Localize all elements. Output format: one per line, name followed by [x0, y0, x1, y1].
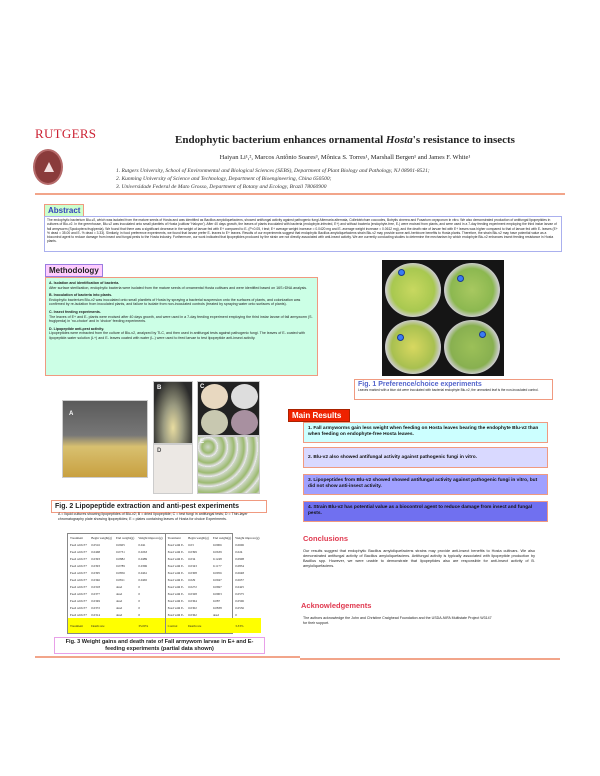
table-cell: 0.0906 [212, 542, 222, 547]
table-cell: 0.0465 [138, 577, 148, 582]
affiliation: 3. Universidade Federal de Mato Grosso, Department of Botany and Ecology, Brazil 78060900 [116, 184, 327, 190]
table-cell: Feed with E- [167, 542, 185, 547]
table-cell: Feed with E- [167, 570, 185, 575]
table-cell: 0.0263 [138, 549, 148, 554]
inoculated-marker-icon [397, 334, 404, 341]
table-cell: 0.0302 [188, 605, 197, 610]
table-cell: 0.0789 [116, 563, 125, 568]
method-text: The leaves of E+ and E- plants were excised after 40 days growth, and were used in a 7-day feeding experiment employing the third instar larvae of fall armyworm (S. frugiperda) in 'no-choice' and in 'choice' feeding experiments. [49, 314, 313, 324]
photo-dried-lipopeptide: B [153, 381, 193, 444]
table-cell: 0.0468 [91, 549, 100, 554]
table-cell: dead [116, 591, 123, 596]
column-header: End weight(g) [212, 535, 232, 540]
table-cell: 0.0856 [116, 570, 125, 575]
table-cell: Feed with E+ [70, 584, 88, 589]
table-cell: 0.087 [212, 598, 221, 603]
table-cell: Feed with E- [167, 598, 185, 603]
table-cell: 0.0657 [235, 577, 244, 582]
main-results-heading: Main Results [288, 409, 350, 422]
table-cell: 0.0605 [116, 542, 125, 547]
table-row [68, 548, 165, 555]
table-cell: 0.0372 [91, 605, 100, 610]
table-cell: dead [116, 612, 123, 617]
table-cell: 0.0575 [235, 591, 244, 596]
affiliation: 1. Rutgers University, School of Environmental and Biological Sciences (SEBS), Department of Plant Biology and Pathology, NJ 08901-8521; [116, 168, 430, 174]
table-cell: 0.1248 [212, 556, 222, 561]
table-cell: 3.33% [233, 618, 261, 633]
inoculated-marker-icon [398, 269, 405, 276]
fig2-caption: Fig. 2 Lipopeptide extraction and anti-pest experiments [51, 500, 267, 513]
table-cell: 0.0834 [235, 563, 244, 568]
table-cell: 0.0639 [212, 549, 222, 554]
fig1-description: Leaves marked with a blue dot were inoculated with bacterial endophyte Blu-v2, the unmarked leaf is the non-inoculated control. [358, 388, 539, 392]
table-cell: Death rate [89, 618, 114, 633]
table-row [166, 541, 262, 548]
table-cell: Control [166, 618, 186, 633]
poster-title: Endophytic bacterium enhances ornamental Hosta's resistance to insects [175, 134, 515, 146]
table-cell: Feed with E- [167, 577, 185, 582]
column-header: Begin weight(g) [91, 535, 113, 540]
table-cell: 0.0903 [212, 591, 222, 596]
acknowledgements-text: The authors acknowledge the John and Christine Craighead Foundation and the USDA-NIFA Multistate Project W3147 for their support. [303, 616, 492, 625]
abstract-text: The endophytic bacterium Blu-v2, which was isolated from the mature seeds of Hosta and was identified as Bacillus amyloliquefaciens, showed antifungal activity against pathogenic fungi Alternaria alternata, Colletotrichum coccodes, Botrytis cinerea and Fusarium oxysporum in vitro. We also demonstrated production of antifungal lipopeptides in cultures of Blu-v2. In the greenhouse, Blu-v2 was inoculated onto small plantlets of Hosta (cultivar 'Halcyon'). After 40 days growth, the leaves of plants inoculated with bacteria (endophyte-infected, E+) and without bacteria (endophyte-free, E-) were excised from plants, and were used in a 7-day feeding experiment employing the third instar larvae of fall armyworm (Spodoptera frugiperda). We found that there was a significant decrease in the weight of larvae fed with E+ compared to E- (P<0.05, t test; E+ average weight increase = 0.0420 mg and E- average weight increase = 0.0612 mg), and the death rate of larvae fed with E+ leaves was higher compared to that of larvae fed with E- leaves (E+ % dead = 35.00 and E- % dead = 3.33). Similarly, in food preference experiments, we found that larvae prefer E- leaves to E+ leaves. Results of our experiments suggest that endophytic Bacillus amyloliquefaciens strain Blu-v2 may provide some anti-herbivore benefits to Hosta plants. Therefore, the strain Blu-v2 may have potential value as a biocontrol agent to reduce damage from insect and fungal pests to the Hosta industry. Furthermore, our work indicated that lipopeptides produced by the strain are not directly associated with anti-insect activity. We are currently conducting studies to determine the mechanism by which endophyte Blu-v2 enhances insect feeding resistance in Hosta plants. [44, 216, 562, 252]
table-cell: 0.03 [188, 542, 194, 547]
table-cell: 0.0882 [116, 556, 125, 561]
affiliation: 2. Kunming University of Science and Technology, Department of Bioengineering, China 650500; [116, 176, 332, 182]
table-cell: 0.0318 [91, 584, 100, 589]
table-cell: 0.0377 [91, 591, 100, 596]
table-cell: 0.0697 [212, 584, 222, 589]
table-header-row [68, 534, 165, 541]
table-cell: Death rate [186, 618, 211, 633]
table-cell: 0 [138, 605, 140, 610]
table-row [166, 548, 262, 555]
table-row [166, 590, 262, 597]
table-cell: 0.024 [235, 549, 243, 554]
column-header: End weight(g) [116, 535, 135, 540]
table-row [68, 604, 165, 611]
fig1-caption: Fig. 1 Preference/choice experiments [358, 381, 482, 388]
table-cell: 0.0343 [188, 563, 197, 568]
table-cell: 35.00% [136, 618, 165, 633]
table-row [68, 562, 165, 569]
method-text: After surface sterilization, endophytic bacteria were isolated from the mature seeds of ornamental Hosta cultivars and were identified based on 16S rDNA analysis. [49, 285, 308, 290]
table-row [166, 569, 262, 576]
table-row [68, 611, 165, 618]
table-cell: dead [116, 605, 123, 610]
result-item: 2. Blu-v2 also showed antifungal activity against pathogenic fungi in vitro. [303, 447, 548, 468]
table-row [166, 576, 262, 583]
table-cell: Feed with E+ [70, 612, 88, 617]
table-row [68, 576, 165, 583]
table-cell: 0.0838 [212, 605, 222, 610]
column-header: Treatment [167, 535, 181, 540]
table-cell: 0.0516 [91, 542, 100, 547]
rutgers-logo: RUTGERS [35, 126, 97, 141]
table-cell: 0.0489 [138, 556, 148, 561]
table-cell: 0.0399 [188, 549, 197, 554]
abstract-heading: Abstract [44, 204, 84, 217]
table-row [68, 590, 165, 597]
methodology-box [45, 277, 318, 376]
table-cell: dead [212, 612, 219, 617]
photo-preference-plates [382, 260, 504, 376]
table-cell: 0.0349 [91, 598, 100, 603]
table-cell: 0.0606 [235, 542, 244, 547]
table-cell: 0 [138, 591, 140, 596]
table-cell: 0 [138, 612, 140, 617]
table-cell: 0.0908 [235, 556, 244, 561]
conclusions-heading: Conclusions [303, 534, 349, 543]
photo-antifungal-plates: C [197, 381, 260, 436]
university-seal-icon [33, 149, 63, 185]
fig2-description: A = liquid cultures showing lipopeptides of Blu-v2; B = dried lipopeptide; C = test fungi in antifungal tests; D = Thin-layer chromatography plate showing lipopeptides; E = plates containing leaves of Hosta for choice Experiments. [58, 512, 248, 521]
table-row [68, 597, 165, 604]
authors: Haiyan Li¹,², Marcos Antônio Soares³, Mônica S. Torres¹, Marshall Bergen¹ and James F. White¹ [219, 154, 471, 161]
table-cell: 0.0393 [91, 563, 100, 568]
inoculated-marker-icon [479, 331, 486, 338]
table-cell: Feed with E+ [70, 563, 88, 568]
table-cell: Feed with E+ [70, 542, 88, 547]
column-header: Begin weight(g) [188, 535, 209, 540]
table-cell: Feed with E+ [70, 598, 88, 603]
table-row [68, 541, 165, 548]
table-cell: 0.0425 [235, 584, 244, 589]
table-cell: Feed with E- [167, 549, 185, 554]
column-header: Weight improve(g) [235, 535, 260, 540]
table-cell: 0.0364 [188, 598, 197, 603]
table-cell: Feed with E- [167, 563, 185, 568]
result-item: 1. Fall armyworms gain less weight when feeding on Hosta leaves bearing the endophyte Blu-v2 than when feeding on endophyte-free Hosta leaves. [303, 422, 548, 443]
conclusions-text: Our results suggest that endophytic Bacillus amyloliquefaciens strains may provide anti-insect benefits to Hosta cultivars. We also demonstrated antifungal activity of Bacillus amyloliquefaciens. Antifungal activity is typically associated with lipopeptide production by Bacillus spp. However, we were unable to demonstrate that lipopeptides also are responsible for anti-insect activity of B. amyloliquefaciens. [303, 549, 535, 568]
death-rate-row [166, 618, 262, 633]
table-cell: 0.0956 [212, 570, 222, 575]
death-rate-row [68, 618, 165, 633]
table-row [166, 611, 262, 618]
table-row [166, 562, 262, 569]
table-cell: 0.0947 [212, 577, 222, 582]
table-cell: 0.0648 [235, 570, 244, 575]
table-cell: 0.0328 [188, 591, 197, 596]
table-cell: 0.029 [188, 577, 196, 582]
inoculated-marker-icon [457, 275, 464, 282]
fig1-caption-box [354, 379, 553, 400]
table-cell: 0.034 [188, 556, 196, 561]
table-cell: Feed with E- [167, 591, 185, 596]
table-cell: 0.0314 [91, 612, 100, 617]
acknowledgements-heading: Acknowledgements [301, 601, 372, 610]
table-cell: Feed with E- [167, 612, 185, 617]
table-cell: 0.041 [138, 542, 146, 547]
divider [300, 658, 560, 660]
table-cell: 0.0731 [116, 549, 125, 554]
result-item: 4. Strain Blu-v2 has potential value as a biocontrol agent to reduce damage from insect and fungal pests. [303, 501, 548, 522]
table-cell: 0 [235, 612, 237, 617]
method-title: B. Inoculation of bacteria into plants. [49, 293, 113, 298]
table-cell: Feed with E+ [70, 577, 88, 582]
table-cell: Feed with E+ [70, 556, 88, 561]
table-cell: dead [116, 598, 123, 603]
column-header: Weight improve(g) [138, 535, 163, 540]
method-text: Endophytic bacterium Blu-v2 was inoculated onto small plantlets of Hosta by spraying a bacterial suspension onto the surfaces of plants, and colonization was confirmed by re-isolation from inoculated plants, and failure to isolate from non-inoculated controls (treated by spraying water onto surfaces of plants). [49, 297, 301, 307]
photo-liquid-cultures: A [62, 400, 148, 478]
table-cell: 0.0396 [138, 563, 148, 568]
table-row [166, 597, 262, 604]
table-cell: 0.0811 [116, 577, 125, 582]
table-cell: Feed with E+ [70, 605, 88, 610]
method-title: A. Isolation and identification of bacteria. [49, 281, 120, 285]
table-cell: Feed with E- [167, 556, 185, 561]
table-row [68, 569, 165, 576]
table-cell: 0 [138, 598, 140, 603]
table-cell: 0.0362 [188, 612, 197, 617]
table-cell: Feed with E+ [70, 549, 88, 554]
table-cell: Feed with E- [167, 584, 185, 589]
table-cell: 0.0461 [138, 570, 148, 575]
table-cell: 0.0506 [235, 598, 244, 603]
table-header-row [166, 534, 262, 541]
table-cell: Treatment [68, 618, 89, 633]
table-row [166, 555, 262, 562]
table-row [166, 604, 262, 611]
table-cell: 0.0346 [91, 577, 100, 582]
table-cell: Feed with E+ [70, 570, 88, 575]
table-cell: 0.0308 [188, 570, 197, 575]
table-cell: dead [116, 584, 123, 589]
table-cell: 0 [138, 584, 140, 589]
table-row [68, 555, 165, 562]
table-cell: 0.0272 [188, 584, 197, 589]
table-cell: 0.1177 [212, 563, 222, 568]
table-cell: Feed with E+ [70, 591, 88, 596]
table-cell: 0.0393 [91, 556, 100, 561]
method-title: C. Insect feeding experiments. [49, 309, 101, 314]
method-text: Lipopeptides were extracted from the culture of Blu-v2, analyzed by TLC, and then used in antifungal tests against pathogenic fungi. The leaves of E- coated with lipopeptide-water solution (L+) and E- leaves coated with water (L-) were used to feed larvae to test lipopeptide anti-insect activity. [49, 331, 305, 340]
table-cell: 0.0536 [235, 605, 244, 610]
divider [35, 656, 300, 658]
divider [35, 193, 565, 195]
table-row [166, 583, 262, 590]
photo-choice-plates: E [197, 436, 260, 494]
table-cell: Feed with E- [167, 605, 185, 610]
methodology-heading: Methodology [45, 264, 103, 277]
feeding-data-table [67, 533, 260, 634]
photo-tlc-plate: D [153, 444, 193, 494]
table-row [68, 583, 165, 590]
fig3-caption: Fig. 3 Weight gains and death rate of Fall armywom larvae in E+ and E- feeding experiments (partial data shown) [54, 637, 265, 654]
column-header: Treatment [70, 535, 83, 540]
table-cell: 0.0395 [91, 570, 100, 575]
method-title: D. Lipopeptide anti-pest activity. [49, 326, 105, 331]
result-item: 3. Lipopeptides from Blu-v2 showed showed antifungal activity against pathogenic fungi in vitro, but did not show anti-insect activity. [303, 474, 548, 495]
